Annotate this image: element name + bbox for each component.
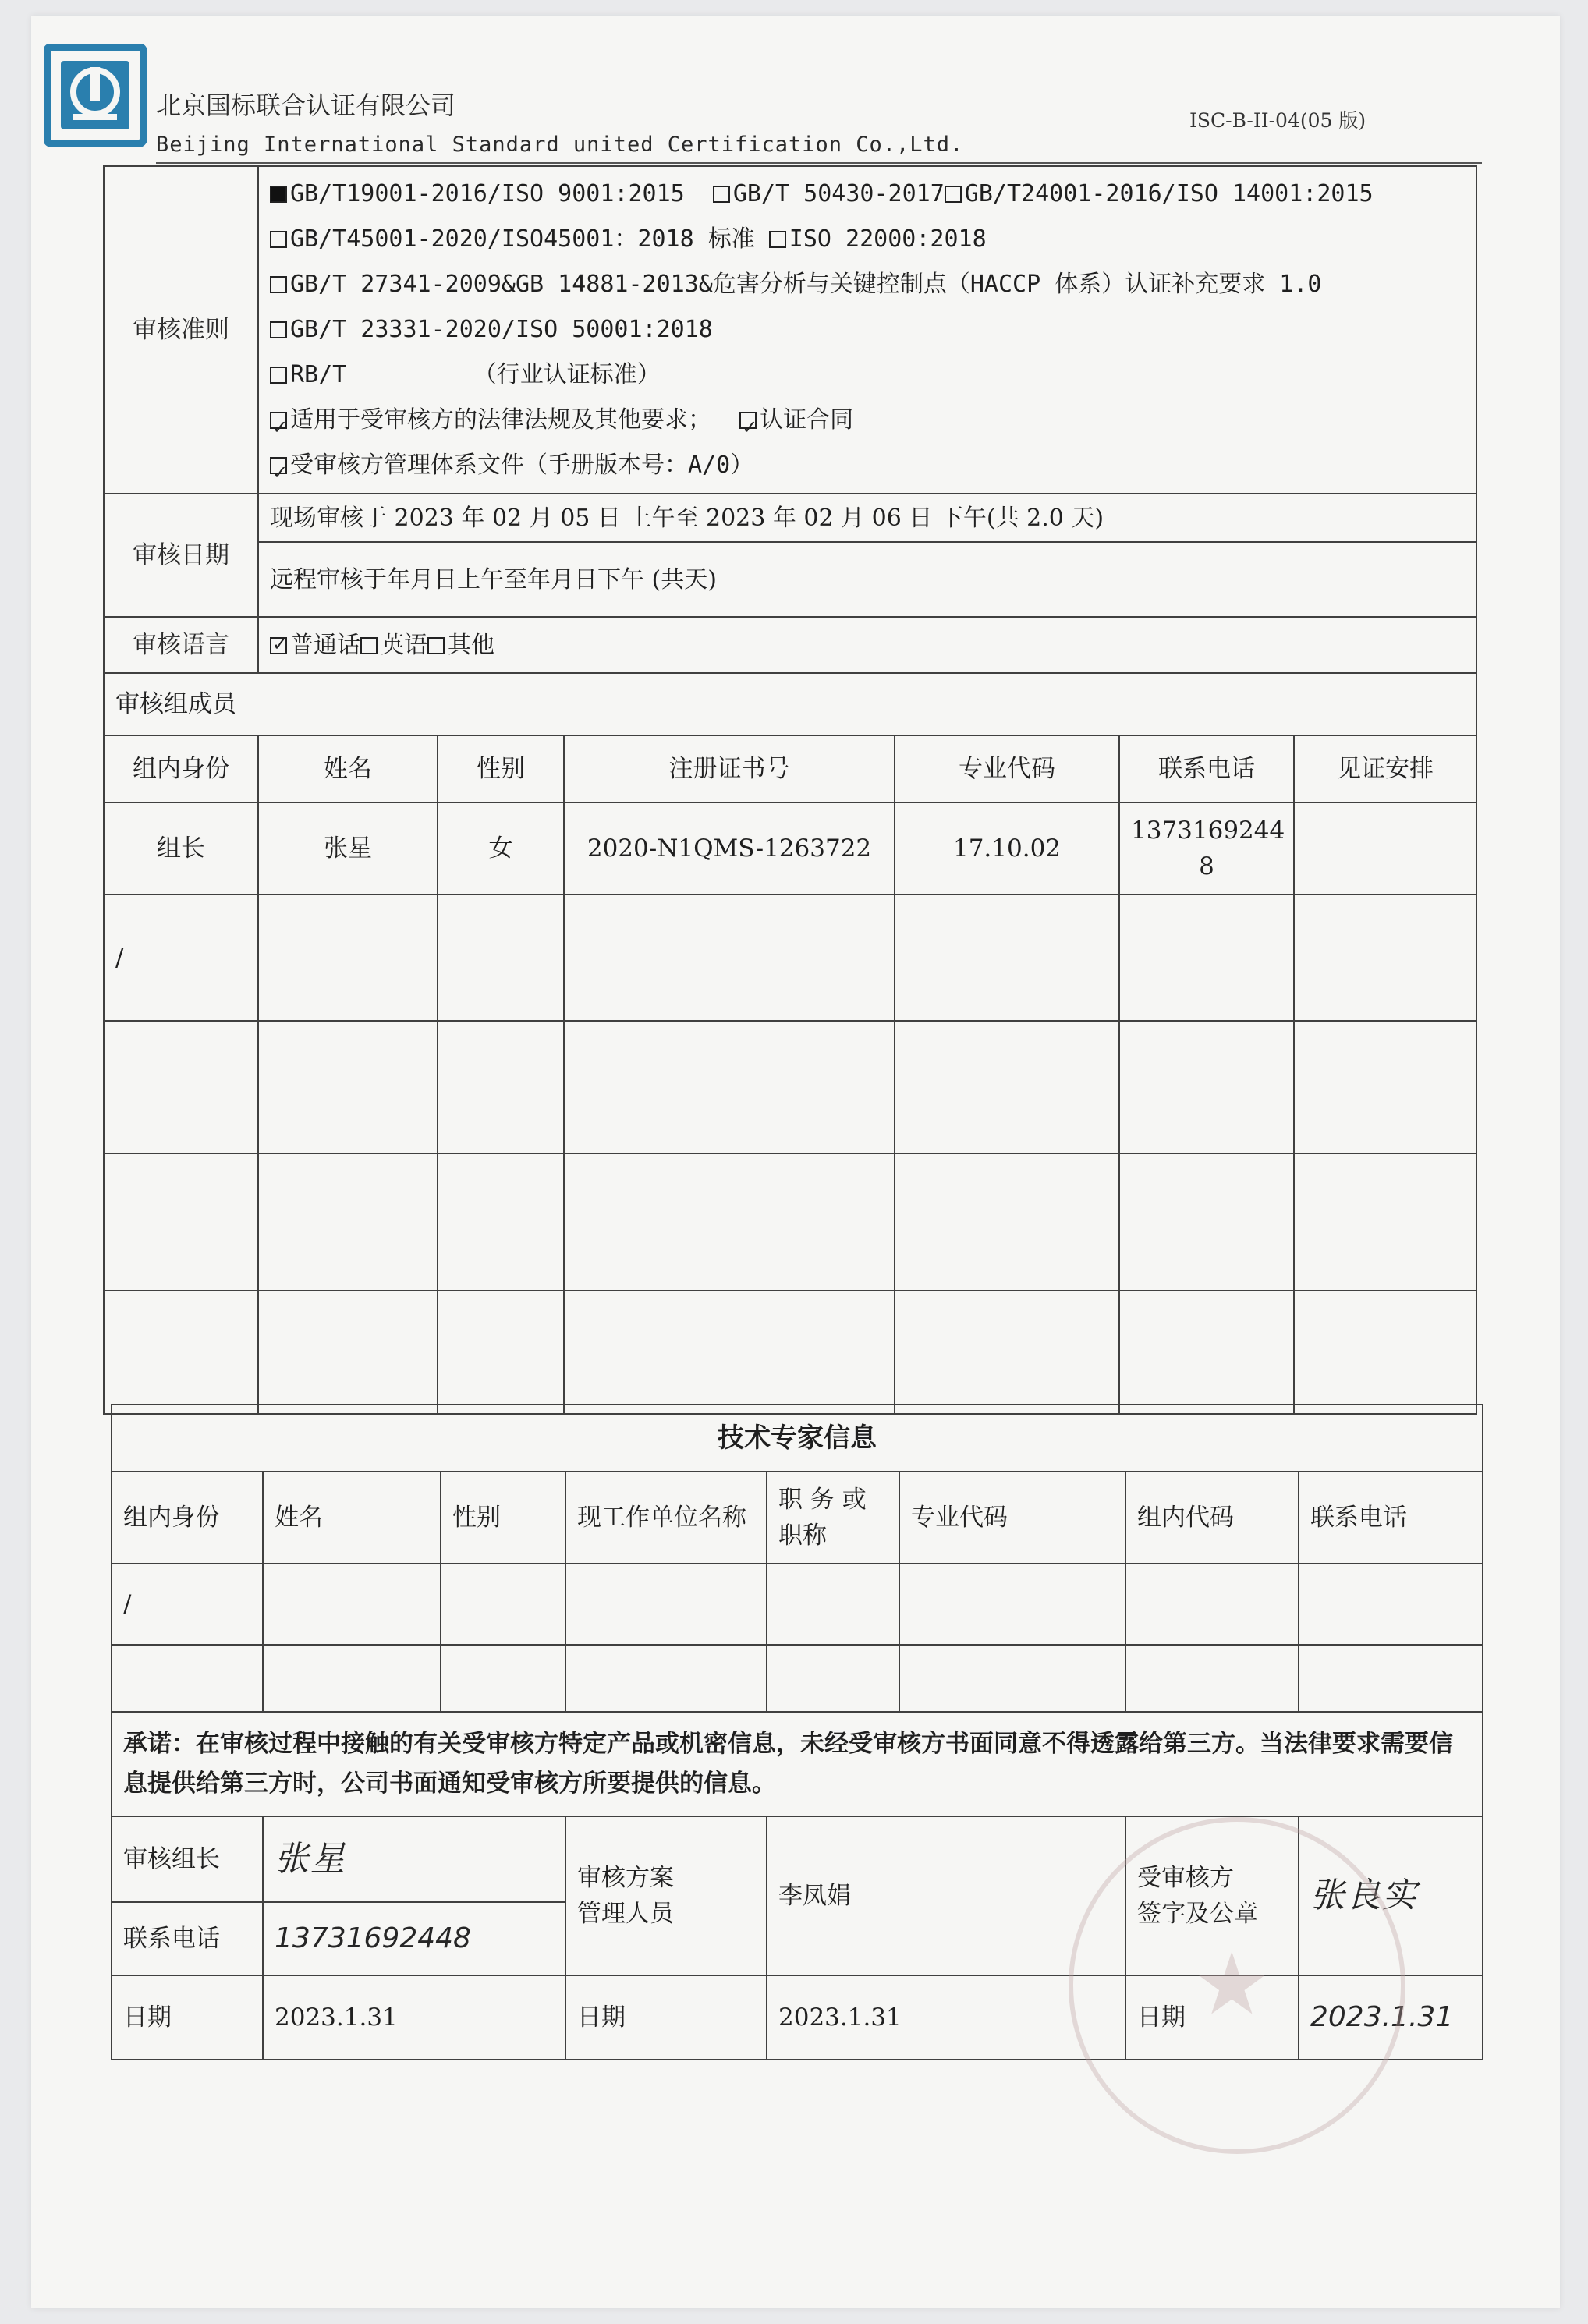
planner-label-line-1: 审核方案 <box>577 1863 674 1892</box>
leader-phone-handwritten: 13731692448 <box>263 1902 565 1975</box>
promise-row <box>112 1712 1483 1816</box>
checked-box-icon[interactable] <box>270 457 287 474</box>
table-row <box>104 895 1476 1021</box>
empty-box-icon[interactable] <box>270 231 287 248</box>
header-divider <box>156 162 1482 164</box>
criteria-line-6 <box>270 398 1465 443</box>
audit-date-row-2 <box>104 542 1476 617</box>
team-title-row <box>104 673 1476 735</box>
empty-cell <box>895 1291 1119 1414</box>
table-row <box>104 802 1476 895</box>
table-row <box>112 1564 1483 1645</box>
expert-header-role: 组内身份 <box>112 1472 263 1564</box>
empty-cell <box>441 1564 565 1645</box>
empty-cell <box>258 1153 438 1291</box>
empty-cell <box>1119 1153 1294 1291</box>
empty-cell <box>564 1021 895 1153</box>
audit-info-table <box>103 165 1477 1415</box>
empty-cell <box>263 1645 441 1712</box>
sign-row-1 <box>112 1816 1483 1902</box>
date-leader: 2023.1.31 <box>263 1975 565 2060</box>
empty-cell <box>565 1645 767 1712</box>
team-header-phone: 联系电话 <box>1119 735 1294 802</box>
experts-header-row <box>112 1472 1483 1564</box>
team-role-leader: 组长 <box>104 802 258 895</box>
expert-header-employer: 现工作单位名称 <box>565 1472 767 1564</box>
empty-box-icon[interactable] <box>270 321 287 338</box>
team-witness <box>1294 802 1476 895</box>
empty-box-icon[interactable] <box>270 276 287 293</box>
experts-title-row <box>112 1405 1483 1472</box>
empty-cell <box>1119 1291 1294 1414</box>
expert-header-phone: 联系电话 <box>1299 1472 1483 1564</box>
date-label-leader: 日期 <box>112 1975 263 2060</box>
checked-box-icon[interactable] <box>270 637 287 654</box>
team-header-gender: 性别 <box>438 735 564 802</box>
criteria-line-3 <box>270 262 1465 307</box>
team-phone-line-2: 8 <box>1199 852 1214 880</box>
checked-box-icon[interactable] <box>270 186 287 203</box>
lang-english: 英语 <box>381 631 427 659</box>
std-haccp: GB/T 27341-2009&GB 14881-2013&危害分析与关键控制点（HACCP 体系）认证补充要求 1.0 <box>290 271 1322 298</box>
team-header-witness: 见证安排 <box>1294 735 1476 802</box>
expert-header-title: 职 务 或职称 <box>767 1472 899 1564</box>
onsite-audit-date: 现场审核于 2023 年 02 月 05 日 上午至 2023 年 02 月 06 日 下午(共 2.0 天) <box>258 494 1476 542</box>
planner-name: 李凤娟 <box>767 1816 1125 1975</box>
empty-cell <box>112 1645 263 1712</box>
empty-cell <box>1294 895 1476 1021</box>
team-code: 17.10.02 <box>895 802 1119 895</box>
std-industry: （行业认证标准） <box>473 361 661 388</box>
empty-cell <box>564 1291 895 1414</box>
audit-language-options <box>258 617 1476 673</box>
std-gb50430: GB/T 50430-2017 <box>732 180 945 207</box>
empty-cell <box>895 895 1119 1021</box>
date-label-auditee: 日期 <box>1125 1975 1299 2060</box>
team-phone <box>1119 802 1294 895</box>
criteria-content <box>258 166 1476 494</box>
team-header-cert: 注册证书号 <box>564 735 895 802</box>
team-header-role: 组内身份 <box>104 735 258 802</box>
empty-cell <box>104 1021 258 1153</box>
date-planner: 2023.1.31 <box>767 1975 1125 2060</box>
empty-cell <box>263 1564 441 1645</box>
empty-cell <box>1119 1021 1294 1153</box>
expert-header-gender: 性别 <box>441 1472 565 1564</box>
empty-cell <box>895 1021 1119 1153</box>
checked-box-icon[interactable] <box>739 412 757 429</box>
empty-cell <box>564 895 895 1021</box>
team-phone-line-1: 1373169244 <box>1131 816 1285 845</box>
table-row <box>104 1021 1476 1153</box>
seal-star-icon: ★ <box>1193 1934 1271 2034</box>
criteria-line-4 <box>270 307 1465 352</box>
date-auditee: 2023.1.31 <box>1299 1975 1483 2060</box>
table-row <box>104 1291 1476 1414</box>
std-legal: 适用于受审核方的法律法规及其他要求； <box>290 406 711 434</box>
remote-audit-date: 远程审核于年月日上午至年月日下午 (共天) <box>258 542 1476 617</box>
team-cert: 2020-N1QMS-1263722 <box>564 802 895 895</box>
expert-empty-mark: / <box>112 1564 263 1645</box>
auditee-label-line-2: 签字及公章 <box>1137 1900 1258 1928</box>
empty-cell <box>104 1291 258 1414</box>
auditee-label-line-1: 受审核方 <box>1137 1863 1234 1892</box>
expert-header-code: 专业代码 <box>899 1472 1125 1564</box>
std-iso45001: GB/T45001-2020/ISO45001：2018 标准 <box>290 225 755 253</box>
std-manual: 受审核方管理体系文件（手册版本号：A/0） <box>290 452 754 479</box>
team-label: 审核组成员 <box>104 673 1476 735</box>
empty-box-icon[interactable] <box>945 186 962 203</box>
empty-cell <box>1299 1645 1483 1712</box>
team-empty-mark: / <box>104 895 258 1021</box>
criteria-line-5 <box>270 352 1465 398</box>
empty-cell <box>258 1021 438 1153</box>
empty-cell <box>564 1153 895 1291</box>
checked-box-icon[interactable] <box>270 412 287 429</box>
empty-box-icon[interactable] <box>270 367 287 384</box>
empty-cell <box>1294 1021 1476 1153</box>
planner-label-line-2: 管理人员 <box>577 1900 674 1928</box>
empty-cell <box>899 1645 1125 1712</box>
empty-cell <box>441 1645 565 1712</box>
company-logo-icon <box>44 44 147 147</box>
experts-title: 技术专家信息 <box>112 1405 1483 1472</box>
leader-signature: 张星 <box>263 1816 565 1902</box>
std-rbt: RB/T <box>290 361 347 388</box>
empty-cell <box>895 1153 1119 1291</box>
empty-cell <box>1125 1645 1299 1712</box>
leader-label: 审核组长 <box>112 1816 263 1902</box>
std-contract: 认证合同 <box>760 406 854 434</box>
criteria-line-1 <box>270 172 1465 217</box>
table-row <box>112 1645 1483 1712</box>
audit-date-row-1 <box>104 494 1476 542</box>
empty-cell <box>438 1291 564 1414</box>
lang-other: 其他 <box>448 631 494 659</box>
audit-language-label: 审核语言 <box>104 617 258 673</box>
empty-box-icon[interactable] <box>713 186 730 203</box>
audit-language-row <box>104 617 1476 673</box>
promise-text: 承诺：在审核过程中接触的有关受审核方特定产品或机密信息，未经受审核方书面同意不得透露给第三方。当法律要求需要信息提供给第三方时，公司书面通知受审核方所要提供的信息。 <box>112 1712 1483 1816</box>
empty-box-icon[interactable] <box>360 637 378 654</box>
company-name-en: Beijing International Standard united Certification Co.,Ltd. <box>156 133 964 157</box>
empty-cell <box>104 1153 258 1291</box>
empty-cell <box>1125 1564 1299 1645</box>
std-iso22000: ISO 22000:2018 <box>789 225 987 253</box>
expert-header-group-code: 组内代码 <box>1125 1472 1299 1564</box>
empty-cell <box>1294 1153 1476 1291</box>
empty-cell <box>438 1021 564 1153</box>
criteria-label: 审核准则 <box>104 166 258 494</box>
planner-label <box>565 1816 767 1975</box>
empty-box-icon[interactable] <box>427 637 445 654</box>
table-row <box>104 1153 1476 1291</box>
empty-cell <box>565 1564 767 1645</box>
empty-cell <box>438 895 564 1021</box>
empty-cell <box>438 1153 564 1291</box>
team-header-row <box>104 735 1476 802</box>
std-iso9001: GB/T19001-2016/ISO 9001:2015 <box>290 180 685 207</box>
empty-cell <box>258 895 438 1021</box>
empty-cell <box>1294 1291 1476 1414</box>
empty-cell <box>1299 1564 1483 1645</box>
team-gender: 女 <box>438 802 564 895</box>
expert-header-name: 姓名 <box>263 1472 441 1564</box>
criteria-line-2 <box>270 217 1465 262</box>
empty-box-icon[interactable] <box>769 231 786 248</box>
form-code: ISC-B-II-04(05 版) <box>1189 109 1366 132</box>
std-iso14001: GB/T24001-2016/ISO 14001:2015 <box>964 180 1374 207</box>
auditee-label <box>1125 1816 1299 1975</box>
team-header-name: 姓名 <box>258 735 438 802</box>
lang-mandarin: 普通话 <box>290 631 360 659</box>
expert-sign-table <box>111 1404 1483 2060</box>
audit-date-label: 审核日期 <box>104 494 258 617</box>
empty-cell <box>767 1645 899 1712</box>
empty-cell <box>899 1564 1125 1645</box>
company-name-cn: 北京国标联合认证有限公司 <box>156 90 456 120</box>
sign-date-row <box>112 1975 1483 2060</box>
std-iso50001: GB/T 23331-2020/ISO 50001:2018 <box>290 316 713 343</box>
team-header-code: 专业代码 <box>895 735 1119 802</box>
auditee-signature: 张良实 <box>1299 1816 1483 1975</box>
criteria-row <box>104 166 1476 494</box>
date-label-planner: 日期 <box>565 1975 767 2060</box>
empty-cell <box>258 1291 438 1414</box>
empty-cell <box>767 1564 899 1645</box>
phone-label: 联系电话 <box>112 1902 263 1975</box>
criteria-line-7 <box>270 443 1465 488</box>
empty-cell <box>1119 895 1294 1021</box>
team-name: 张星 <box>258 802 438 895</box>
